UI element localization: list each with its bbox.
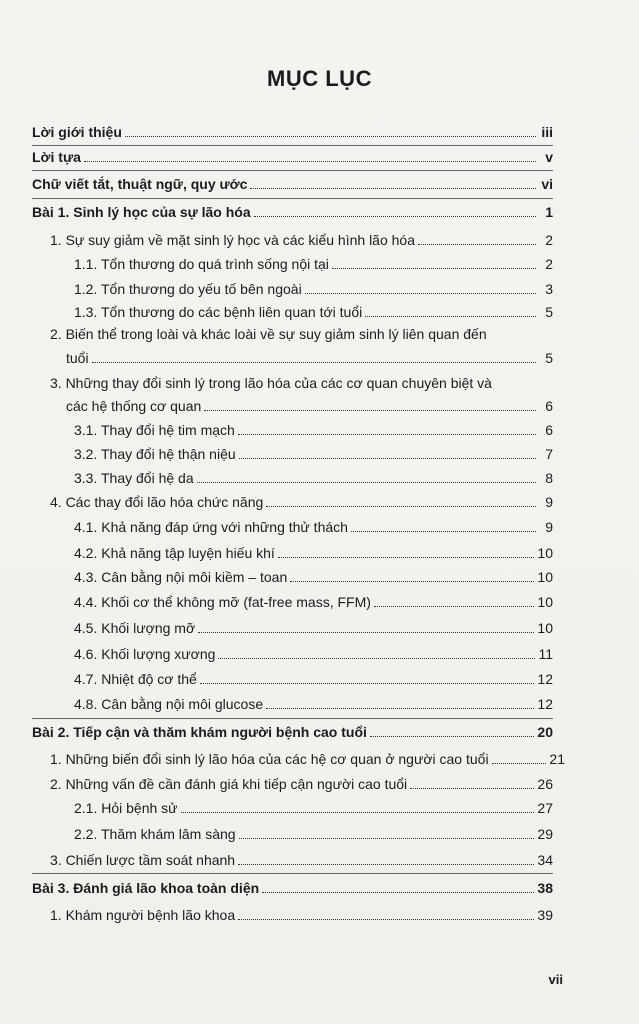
toc-page-number: v bbox=[545, 149, 553, 165]
toc-entry-label: 4.2. Khả năng tập luyện hiếu khí bbox=[74, 545, 275, 561]
toc-entry[interactable] bbox=[74, 620, 553, 637]
toc-entry[interactable] bbox=[74, 446, 553, 463]
toc-entry[interactable] bbox=[50, 852, 553, 869]
dot-leader bbox=[92, 362, 536, 363]
toc-entry-label: 4.5. Khối lượng mỡ bbox=[74, 620, 196, 636]
toc-entry-label: 3.3. Thay đổi hệ da bbox=[74, 470, 194, 486]
toc-entry[interactable] bbox=[66, 350, 553, 367]
dot-leader bbox=[254, 216, 536, 217]
dot-leader bbox=[250, 188, 536, 189]
toc-page-number: 2 bbox=[545, 256, 553, 272]
dot-leader bbox=[305, 293, 536, 294]
toc-entry[interactable] bbox=[32, 204, 553, 221]
toc-entry[interactable] bbox=[50, 232, 553, 249]
toc-entry[interactable] bbox=[74, 304, 553, 321]
toc-page-number: 39 bbox=[537, 907, 553, 923]
toc-entry-label: 1. Khám người bệnh lão khoa bbox=[50, 907, 236, 923]
toc-page-number: 26 bbox=[537, 776, 553, 792]
toc-entry-label: Bài 2. Tiếp cận và thăm khám người bệnh cao tuổi bbox=[32, 724, 367, 740]
toc-entry[interactable] bbox=[50, 751, 565, 768]
toc-entry[interactable] bbox=[32, 724, 553, 741]
toc-entry[interactable] bbox=[74, 646, 553, 663]
toc-entry-label: tuổi bbox=[66, 350, 89, 366]
dot-leader bbox=[266, 506, 536, 507]
toc-page-number: 12 bbox=[537, 696, 553, 712]
toc-page-number: 12 bbox=[537, 671, 553, 687]
toc-entry-label: 2. Những vấn đề cần đánh giá khi tiếp cận người cao tuổi bbox=[50, 776, 408, 792]
dot-leader bbox=[365, 316, 536, 317]
toc-entry[interactable] bbox=[50, 907, 553, 924]
page-title: MỤC LỤC bbox=[267, 66, 372, 91]
toc-entry-label-line1: 2. Biến thể trong loài và khác loài về sự suy giảm sinh lý liên quan đến bbox=[50, 326, 487, 342]
toc-entry-label: Lời tựa bbox=[32, 149, 81, 165]
toc-entry[interactable] bbox=[74, 470, 553, 487]
toc-page-number: 34 bbox=[537, 852, 553, 868]
toc-entry-label-line1: 3. Những thay đổi sinh lý trong lão hóa của các cơ quan chuyên biệt và bbox=[50, 375, 492, 391]
toc-page-number: iii bbox=[541, 124, 553, 140]
toc-entry[interactable] bbox=[74, 696, 553, 713]
toc-entry[interactable] bbox=[74, 281, 553, 298]
toc-entry[interactable] bbox=[74, 671, 553, 688]
toc-entry-label: 1. Sự suy giảm về mặt sinh lý học và các kiểu hình lão hóa bbox=[50, 232, 416, 248]
toc-entry[interactable] bbox=[32, 149, 553, 166]
dot-leader bbox=[125, 136, 536, 137]
toc-entry-label: 1.1. Tổn thương do quá trình sống nội tại bbox=[74, 256, 329, 272]
toc-entry-label: 2.2. Thăm khám lâm sàng bbox=[74, 826, 236, 842]
toc-entry-label: 3. Chiến lược tầm soát nhanh bbox=[50, 852, 236, 868]
toc-entry-label: Bài 3. Đánh giá lão khoa toàn diện bbox=[32, 880, 260, 896]
toc-entry[interactable] bbox=[32, 880, 553, 897]
toc-entry[interactable] bbox=[74, 800, 553, 817]
toc-entry-label: 2.1. Hỏi bệnh sử bbox=[74, 800, 178, 816]
divider bbox=[32, 873, 553, 874]
toc-page-number: 5 bbox=[545, 350, 553, 366]
toc-page-number: 10 bbox=[537, 545, 553, 561]
toc-page-number: 6 bbox=[545, 422, 553, 438]
toc-entry-label: 4.3. Cân bằng nội môi kiềm – toan bbox=[74, 569, 288, 585]
dot-leader bbox=[238, 434, 536, 435]
toc-entry-label: 1.2. Tổn thương do yếu tố bên ngoài bbox=[74, 281, 302, 297]
toc-entry[interactable] bbox=[74, 422, 553, 439]
toc-page-number: 7 bbox=[545, 446, 553, 462]
dot-leader bbox=[290, 581, 534, 582]
toc-entry[interactable] bbox=[74, 826, 553, 843]
dot-leader bbox=[198, 632, 534, 633]
dot-leader bbox=[374, 606, 535, 607]
dot-leader bbox=[370, 736, 535, 737]
toc-page-number: 6 bbox=[545, 398, 553, 414]
toc-page-number: 2 bbox=[545, 232, 553, 248]
toc-entry-label: 4.7. Nhiệt độ cơ thể bbox=[74, 671, 197, 687]
divider bbox=[32, 718, 553, 719]
toc-entry-label: 1. Những biến đổi sinh lý lão hóa của các hệ cơ quan ở người cao tuổi bbox=[50, 751, 489, 767]
dot-leader bbox=[262, 892, 534, 893]
dot-leader bbox=[418, 244, 536, 245]
toc-page-number: vi bbox=[541, 176, 553, 192]
dot-leader bbox=[200, 683, 535, 684]
toc-page-number: 10 bbox=[537, 620, 553, 636]
dot-leader bbox=[239, 838, 535, 839]
divider bbox=[32, 170, 553, 171]
toc-page-number: 10 bbox=[537, 594, 553, 610]
toc-entry[interactable] bbox=[32, 124, 553, 141]
toc-page-number: 3 bbox=[545, 281, 553, 297]
dot-leader bbox=[278, 557, 535, 558]
divider bbox=[32, 198, 553, 199]
toc-entry[interactable] bbox=[50, 776, 553, 793]
toc-page-number: 1 bbox=[545, 204, 553, 220]
dot-leader bbox=[181, 812, 535, 813]
toc-entry[interactable] bbox=[74, 569, 553, 586]
toc-entry[interactable] bbox=[50, 494, 553, 511]
dot-leader bbox=[84, 161, 536, 162]
dot-leader bbox=[492, 763, 547, 764]
dot-leader bbox=[351, 531, 536, 532]
dot-leader bbox=[238, 919, 534, 920]
toc-entry-label: 4. Các thay đổi lão hóa chức năng bbox=[50, 494, 264, 510]
dot-leader bbox=[238, 864, 534, 865]
dot-leader bbox=[197, 482, 536, 483]
dot-leader bbox=[266, 708, 534, 709]
toc-page-number: 21 bbox=[549, 751, 565, 767]
dot-leader bbox=[410, 788, 534, 789]
toc-entry[interactable] bbox=[74, 256, 553, 273]
toc-page-number: 20 bbox=[537, 724, 553, 740]
toc-entry[interactable] bbox=[74, 545, 553, 562]
toc-entry-label: 4.1. Khả năng đáp ứng với những thử thách bbox=[74, 519, 348, 535]
dot-leader bbox=[239, 458, 536, 459]
toc-entry-label: 4.8. Cân bằng nội môi glucose bbox=[74, 696, 264, 712]
toc-page-number: 9 bbox=[545, 519, 553, 535]
toc-page-number: 29 bbox=[537, 826, 553, 842]
toc-entry[interactable] bbox=[66, 398, 553, 415]
toc-entry[interactable] bbox=[32, 176, 553, 193]
toc-entry-label: Lời giới thiệu bbox=[32, 124, 122, 140]
toc-page-number: 10 bbox=[537, 569, 553, 585]
dot-leader bbox=[218, 658, 535, 659]
toc-entry-label: 4.4. Khối cơ thể không mỡ (fat-free mass, FFM) bbox=[74, 594, 371, 610]
dot-leader bbox=[204, 410, 536, 411]
toc-entry[interactable] bbox=[74, 594, 553, 611]
toc-page-number: 38 bbox=[537, 880, 553, 896]
toc-page-number: 27 bbox=[537, 800, 553, 816]
toc-entry-label: 1.3. Tổn thương do các bệnh liên quan tới tuổi bbox=[74, 304, 363, 320]
toc-entry-label: các hệ thống cơ quan bbox=[66, 398, 202, 414]
toc-entry-label: Bài 1. Sinh lý học của sự lão hóa bbox=[32, 204, 251, 220]
toc-entry-label: 4.6. Khối lượng xương bbox=[74, 646, 216, 662]
toc-page-number: 8 bbox=[545, 470, 553, 486]
page-number-footer: vii bbox=[548, 972, 563, 987]
toc-page-number: 5 bbox=[545, 304, 553, 320]
toc-entry-label: 3.2. Thay đổi hệ thận niệu bbox=[74, 446, 236, 462]
divider bbox=[32, 145, 553, 146]
dot-leader bbox=[332, 268, 536, 269]
toc-entry-label: Chữ viết tắt, thuật ngữ, quy ước bbox=[32, 176, 248, 192]
toc-page-number: 9 bbox=[545, 494, 553, 510]
toc-entry-label: 3.1. Thay đổi hệ tim mạch bbox=[74, 422, 235, 438]
toc-entry[interactable] bbox=[74, 519, 553, 536]
toc-page-number: 11 bbox=[538, 646, 553, 662]
